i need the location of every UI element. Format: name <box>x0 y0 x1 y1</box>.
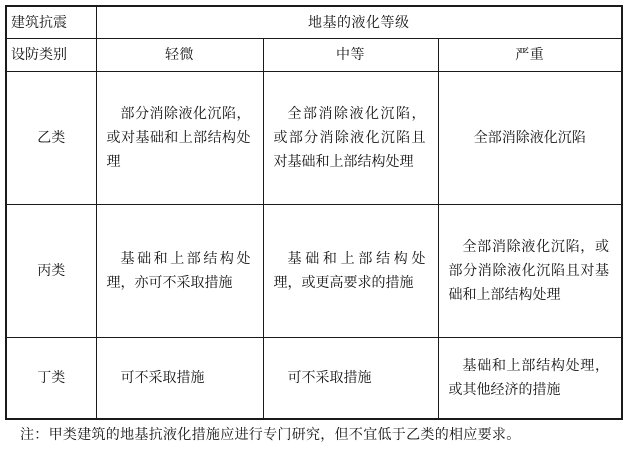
header-row-levels <box>6 39 622 72</box>
level-header-severe: 严重 <box>438 39 622 72</box>
category-label: 丁类 <box>6 338 96 420</box>
cell-text: 基础和上部结构处理，或其他经济的措施 <box>448 358 610 398</box>
corner-header-bottom: 设防类别 <box>6 39 96 72</box>
category-label: 乙类 <box>6 72 96 205</box>
table-cell-medium <box>263 72 438 205</box>
table-cell-light <box>96 338 263 420</box>
cell-text: 基础和上部结构处理，或更高要求的措施 <box>273 251 426 291</box>
cell-text: 全部消除液化沉陷，或部分消除液化沉陷且对基础和上部结构处理 <box>448 239 610 303</box>
table-footnote: 注：甲类建筑的地基抗液化措施应进行专门研究，但不宜低于乙类的相应要求。 <box>20 427 521 443</box>
header-row-group <box>6 6 622 39</box>
table-row <box>6 205 622 338</box>
table-cell-light <box>96 205 263 338</box>
table-cell-medium <box>263 338 438 420</box>
table-cell-medium <box>263 205 438 338</box>
table-cell-severe <box>438 338 622 420</box>
level-header-light: 轻微 <box>96 39 263 72</box>
liquefaction-level-header: 地基的液化等级 <box>96 6 622 39</box>
cell-text: 可不采取措施 <box>120 370 205 386</box>
table-cell-severe <box>438 72 622 205</box>
cell-text: 可不采取措施 <box>287 370 372 386</box>
table-cell-light <box>96 72 263 205</box>
table-row <box>6 72 622 205</box>
cell-text: 全部消除液化沉陷 <box>473 130 586 146</box>
cell-text: 部分消除液化沉陷，或对基础和上部结构处理 <box>106 106 251 170</box>
table-row <box>6 338 622 420</box>
table-cell-severe <box>438 205 622 338</box>
category-label: 丙类 <box>6 205 96 338</box>
cell-text: 全部消除液化沉陷，或部分消除液化沉陷且对基础和上部结构处理 <box>273 106 426 170</box>
liquefaction-measures-table <box>5 5 623 420</box>
level-header-medium: 中等 <box>263 39 438 72</box>
corner-header-top: 建筑抗震 <box>6 6 96 39</box>
cell-text: 基础和上部结构处理，亦可不采取措施 <box>106 251 251 291</box>
